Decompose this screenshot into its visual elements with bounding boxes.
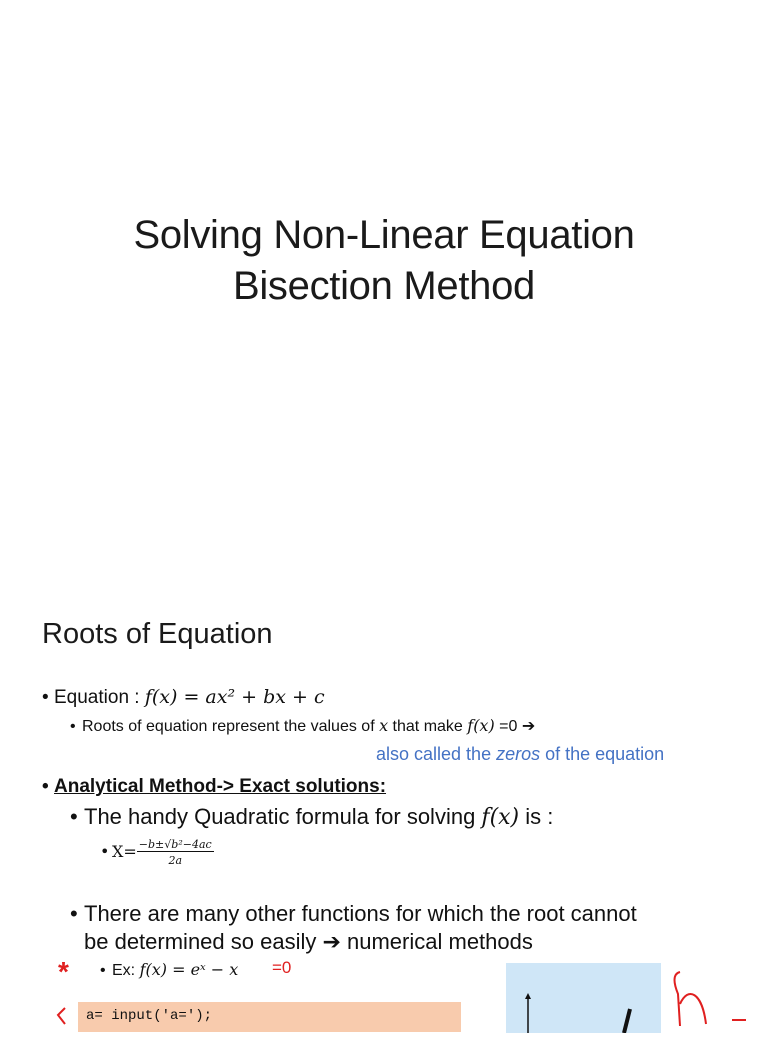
quadratic-text-2: is :: [519, 804, 554, 829]
roots-fx: f(x): [467, 716, 495, 735]
code-snippet: a= input('a=');: [78, 1002, 461, 1032]
roots-x: x: [379, 716, 389, 735]
zeros-text-1: also called the: [376, 744, 497, 764]
formula-numerator: −b±√b²−4ac: [138, 838, 212, 851]
graph-thumbnail: [506, 963, 661, 1033]
graph-axes-icon: [506, 963, 661, 1033]
bullet-other-functions: • There are many other functions for which the root cannot: [70, 901, 637, 926]
zeros-text-2: of the equation: [540, 744, 665, 764]
bullet-quadratic: • The handy Quadratic formula for solving f(x) is :: [70, 804, 554, 830]
equation-label: Equation :: [54, 687, 145, 708]
annotation-star: *: [58, 956, 69, 987]
quadratic-formula: • X= $\frac{\text{−b±√b²−4ac}}{2a}$: [100, 838, 212, 867]
handwritten-scribble-icon: [668, 964, 768, 1026]
roots-text-2: that make: [388, 718, 468, 735]
example-label: Ex:: [112, 962, 140, 979]
slide-title-line-2: Bisection Method: [232, 264, 536, 308]
analytical-label: Analytical Method-> Exact solutions:: [54, 776, 387, 797]
quadratic-text-1: The handy Quadratic formula for solving: [84, 804, 482, 829]
section-heading: Roots of Equation: [42, 618, 273, 650]
formula-prefix: X=: [112, 842, 137, 861]
roots-text-1: Roots of equation represent the values of: [82, 718, 380, 735]
zeros-note: [376, 744, 664, 765]
other-functions-line-1: There are many other functions for which the root cannot: [84, 901, 637, 926]
roots-text-3: =0 ➔: [494, 718, 536, 735]
formula-fraction: [137, 838, 214, 867]
bullet-analytical: • Analytical Method-> Exact solutions:: [42, 776, 387, 797]
annotation-eq0: =0: [272, 958, 292, 977]
formula-denominator: 2a: [168, 854, 183, 867]
sub-bullet-roots: • Roots of equation represent the values of x that make f(x) =0 ➔: [70, 716, 536, 735]
equation-math: f(x) = ax² + bx + c: [144, 686, 325, 708]
sub-bullet-example: • Ex: f(x) = eˣ − x: [100, 960, 239, 979]
example-math: f(x) = eˣ − x: [139, 960, 239, 979]
quadratic-fx: f(x): [481, 805, 520, 830]
zeros-em: zeros: [496, 744, 541, 764]
annotation-bracket-icon: [54, 1006, 68, 1026]
bullet-equation: • Equation : f(x) = ax² + bx + c: [42, 686, 325, 708]
slide-title-line-1: Solving Non-Linear Equation: [133, 213, 635, 257]
other-functions-line-2: be determined so easily ➔ numerical methods: [84, 929, 533, 954]
